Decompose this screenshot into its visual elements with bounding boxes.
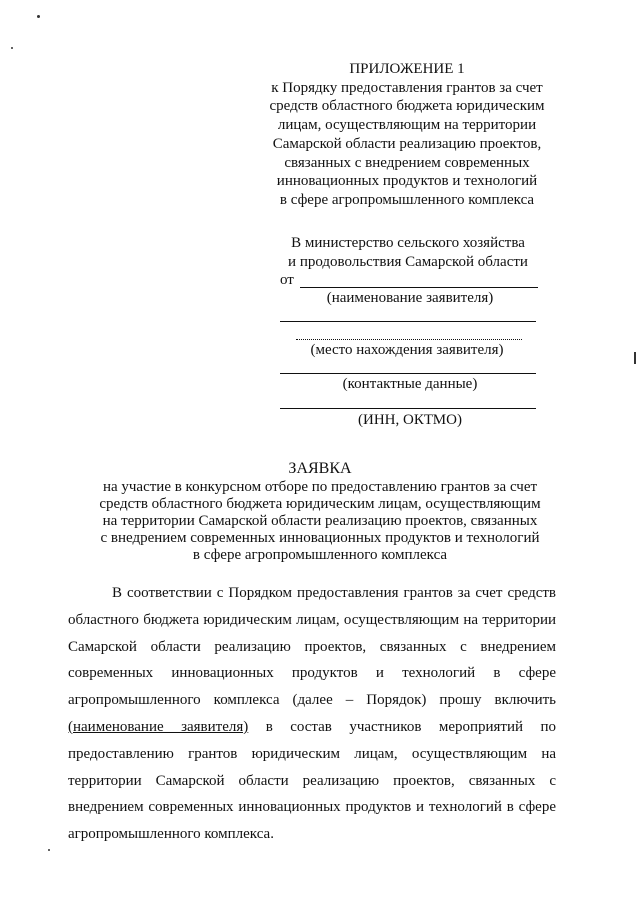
body-paragraph: [68, 580, 556, 848]
request-heading: [60, 460, 580, 564]
request-subtitle-line: средств областного бюджета юридическим лицам, осуществляющим: [99, 496, 541, 512]
contacts-field[interactable]: [280, 373, 536, 374]
body-line: Самарской области реализацию проектов, связанных с внедрением: [68, 638, 556, 655]
from-label: от: [280, 272, 294, 288]
from-row: [280, 272, 538, 290]
scan-speck: [37, 15, 40, 18]
body-line: территории Самарской области реализацию проектов, связанных с: [68, 772, 556, 789]
request-subtitle-line: на участие в конкурсном отборе по предоставлению грантов за счет: [102, 479, 538, 495]
scan-speck: [48, 849, 50, 851]
body-line: областного бюджета юридическим лицам, осуществляющим на территории: [68, 611, 556, 628]
appendix-line: связанных с внедрением современных: [284, 154, 530, 171]
applicant-name-hint: (наименование заявителя): [326, 290, 494, 306]
body-line: внедрением современных инновационных продуктов и технологий в сфере: [68, 799, 556, 816]
location-hint: (место нахождения заявителя): [310, 342, 504, 358]
inn-field[interactable]: [280, 408, 536, 409]
inn-hint: (ИНН, ОКТМО): [358, 412, 462, 428]
request-title: ЗАЯВКА: [288, 460, 352, 477]
body-line-rest: в состав участников мероприятий по: [265, 718, 556, 735]
scan-speck: [634, 352, 636, 364]
location-field[interactable]: [296, 339, 522, 340]
contacts-hint: (контактные данные): [342, 376, 478, 392]
request-subtitle-line: в сфере агропромышленного комплекса: [192, 547, 448, 563]
body-line: агропромышленного комплекса.: [68, 826, 274, 843]
scan-speck: [11, 47, 13, 49]
appendix-header: [252, 60, 562, 210]
request-subtitle-line: на территории Самарской области реализацию проектов, связанных: [102, 513, 538, 529]
applicant-name-placeholder: (наименование заявителя): [68, 718, 249, 735]
body-line: В соответствии с Порядком предоставления грантов за счет средств: [112, 585, 556, 601]
applicant-name-field-line-2[interactable]: [280, 321, 536, 322]
appendix-line: средств областного бюджета юридическим: [269, 98, 545, 115]
body-line-applicant: [68, 714, 556, 741]
addressee-line: и продовольствия Самарской области: [288, 253, 528, 270]
body-line: современных инновационных продуктов и технологий в сфере: [68, 665, 556, 682]
appendix-line: лицам, осуществляющим на территории: [277, 117, 537, 134]
appendix-line: инновационных продуктов и технологий: [276, 173, 538, 190]
appendix-line: в сфере агропромышленного комплекса: [279, 191, 535, 208]
appendix-line: к Порядку предоставления грантов за счет: [271, 79, 543, 96]
body-line: предоставлению грантов юридическим лицам, осуществляющим на: [68, 745, 556, 762]
addressee-block: [272, 234, 544, 271]
body-line: агропромышленного комплекса (далее – Порядок) прошу включить: [68, 692, 556, 709]
applicant-name-field[interactable]: [300, 287, 538, 288]
appendix-line: Самарской области реализацию проектов,: [272, 135, 542, 152]
appendix-title: ПРИЛОЖЕНИЕ 1: [349, 61, 465, 77]
addressee-line: В министерство сельского хозяйства: [291, 235, 525, 251]
request-subtitle-line: с внедрением современных инновационных продуктов и технологий: [100, 530, 540, 546]
